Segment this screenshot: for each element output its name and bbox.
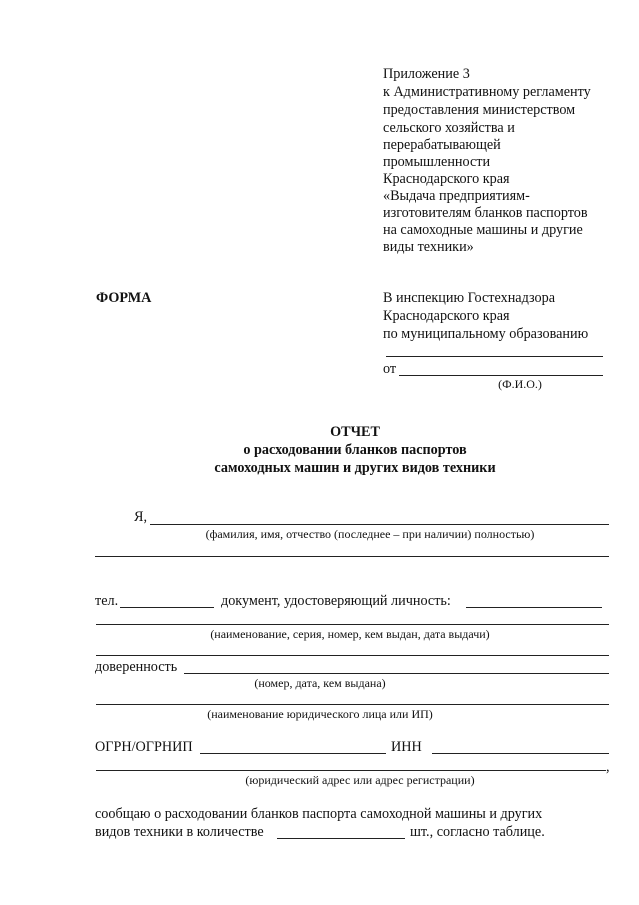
addressee-line-1: В инспекцию Гостехнадзора: [383, 290, 555, 306]
from-blank[interactable]: [399, 375, 603, 376]
title-line-2: о расходовании бланков паспортов: [243, 442, 467, 458]
doc-blank[interactable]: [466, 607, 602, 608]
form-label: ФОРМА: [96, 290, 152, 306]
name-blank[interactable]: [150, 524, 609, 525]
report-line-1: сообщаю о расходовании бланков паспорта самоходной машины и других: [95, 806, 543, 822]
quantity-blank[interactable]: [277, 838, 405, 839]
doc-continuation-blank[interactable]: [96, 624, 609, 625]
entity-blank[interactable]: [96, 704, 609, 705]
appendix-line: на самоходные машины и другие: [383, 222, 583, 238]
municipality-blank[interactable]: [386, 356, 603, 357]
report-line-2a: видов техники в количестве: [95, 824, 264, 840]
inn-blank[interactable]: [432, 753, 609, 754]
proxy-label: доверенность: [95, 659, 178, 675]
proxy-caption: (номер, дата, кем выдана): [254, 676, 386, 690]
address-caption: (юридический адрес или адрес регистрации): [245, 773, 475, 787]
ogrn-label: ОГРН/ОГРНИП: [95, 739, 193, 755]
appendix-line: перерабатывающей: [383, 137, 501, 153]
appendix-line: сельского хозяйства и: [383, 120, 515, 136]
appendix-line: изготовителям бланков паспортов: [383, 205, 588, 221]
tel-label: тел.: [95, 593, 119, 609]
inn-label: ИНН: [391, 739, 422, 755]
address-blank[interactable]: [96, 770, 606, 771]
fio-caption: (Ф.И.О.): [498, 377, 542, 391]
addressee-line-3: по муниципальному образованию: [383, 326, 589, 342]
entity-caption: (наименование юридического лица или ИП): [207, 707, 433, 721]
addressee-line-2: Краснодарского края: [383, 308, 510, 324]
title-line-3: самоходных машин и других видов техники: [214, 460, 496, 476]
appendix-line: Краснодарского края: [383, 171, 510, 187]
name-continuation-blank[interactable]: [95, 556, 609, 557]
name-caption: (фамилия, имя, отчество (последнее – при наличии) полностью): [205, 527, 535, 541]
i-label: Я,: [134, 509, 148, 525]
appendix-line: предоставления министерством: [383, 102, 576, 118]
doc-label: документ, удостоверяющий личность:: [221, 593, 451, 609]
tel-blank[interactable]: [120, 607, 214, 608]
doc-extra-blank[interactable]: [96, 655, 609, 656]
appendix-line: «Выдача предприятиям-: [383, 188, 530, 204]
appendix-line: Приложение 3: [383, 66, 470, 82]
proxy-blank[interactable]: [184, 673, 609, 674]
doc-caption: (наименование, серия, номер, кем выдан, дата выдачи): [210, 627, 490, 641]
appendix-line: промышленности: [383, 154, 491, 170]
appendix-line: к Административному регламенту: [383, 84, 591, 100]
report-line-2b: шт., согласно таблице.: [410, 824, 545, 840]
appendix-line: виды техники»: [383, 239, 474, 255]
ogrn-blank[interactable]: [200, 753, 386, 754]
address-comma: ,: [606, 759, 610, 775]
title-line-1: ОТЧЕТ: [330, 424, 380, 440]
from-label: от: [383, 361, 397, 377]
